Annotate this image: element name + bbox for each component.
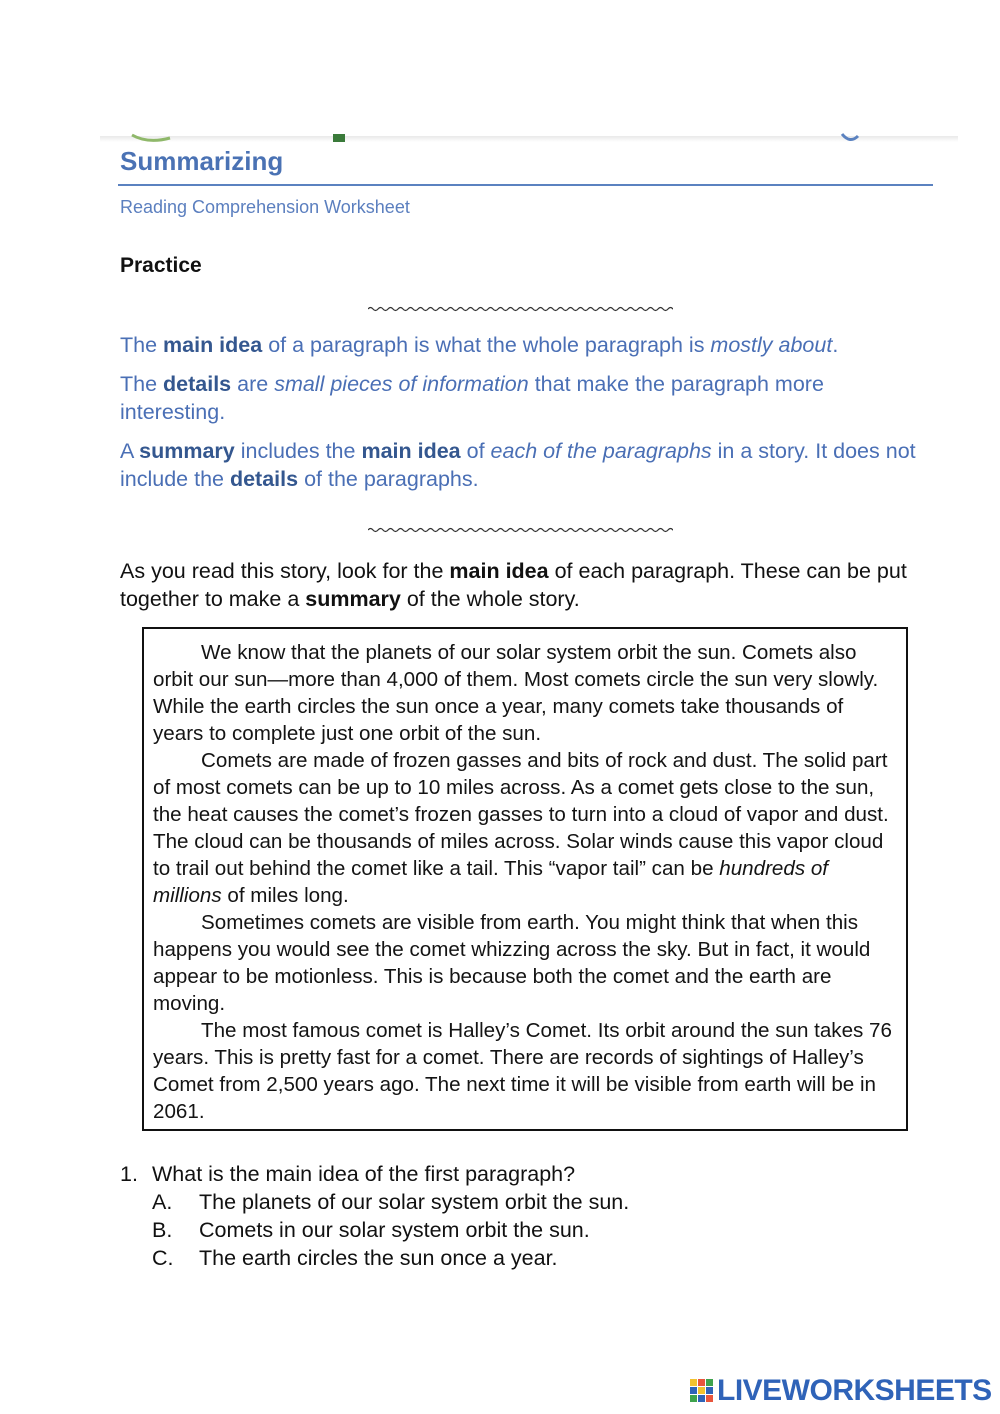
details-definition: The details are small pieces of information that make the paragraph more interesting. [120,372,824,424]
question-text: What is the main idea of the first paragraph? [152,1162,576,1186]
answer-options [120,1188,920,1272]
story-paragraph-3: Sometimes comets are visible from earth. You might think that when this happens you would see the comet whizzing across the sky. But in fact, it would appear to be motionless. This is because both the comet and the earth are moving. [153,911,871,1015]
story-paragraph-2: Comets are made of frozen gasses and bits of rock and dust. The solid part of most comets can be up to 10 miles across. As a comet gets close to the sun, the heat causes the comet’s frozen gasses to turn into a cloud of vapor and dust. The cloud can be thousands of miles across. Solar winds cause this vapor cloud to trail out behind the comet like a tail. This “vapor tail” can be hundreds of millions of miles long. [153,749,889,907]
tilde-divider [368,305,673,313]
story-passage [142,627,908,1131]
practice-heading: Practice [120,254,202,277]
liveworksheets-branding [690,1373,992,1409]
question-number: 1. [120,1162,138,1186]
tilde-divider [368,526,673,534]
main-idea-definition: The main idea of a paragraph is what the whole paragraph is mostly about. [120,333,839,357]
question-1 [120,1160,920,1272]
story-paragraph-4: The most famous comet is Halley’s Comet. Its orbit around the sun takes 76 years. This is pretty fast for a comet. There are records of sightings of Halley’s Comet from 2,500 years ago. The next time it will be visible from earth will be in 2061. [153,1019,892,1123]
title-rule [118,184,933,186]
worksheet-subtitle: Reading Comprehension Worksheet [120,197,410,217]
cropped-header-logo [128,132,868,144]
liveworksheets-logo-icon [690,1379,714,1403]
answer-option-b[interactable]: B. Comets in our solar system orbit the sun. [152,1218,590,1242]
summary-definition: A summary includes the main idea of each of the paragraphs in a story. It does not include the details of the paragraphs. [120,439,916,491]
answer-option-c[interactable]: C. The earth circles the sun once a year. [152,1246,558,1270]
answer-option-a[interactable]: A. The planets of our solar system orbit the sun. [152,1190,630,1214]
page-title: Summarizing [120,146,284,176]
story-paragraph-1: We know that the planets of our solar system orbit the sun. Comets also orbit our sun—more than 4,000 of them. Most comets circle the sun very slowly. While the earth circles the sun once a year, many comets take thousands of years to complete just one orbit of the sun. [153,641,879,745]
brand-name: LIVEWORKSHEETS [717,1374,992,1407]
reading-instructions: As you read this story, look for the main idea of each paragraph. These can be put together to make a summary of the whole story. [120,559,907,611]
definitions-block [120,331,930,504]
